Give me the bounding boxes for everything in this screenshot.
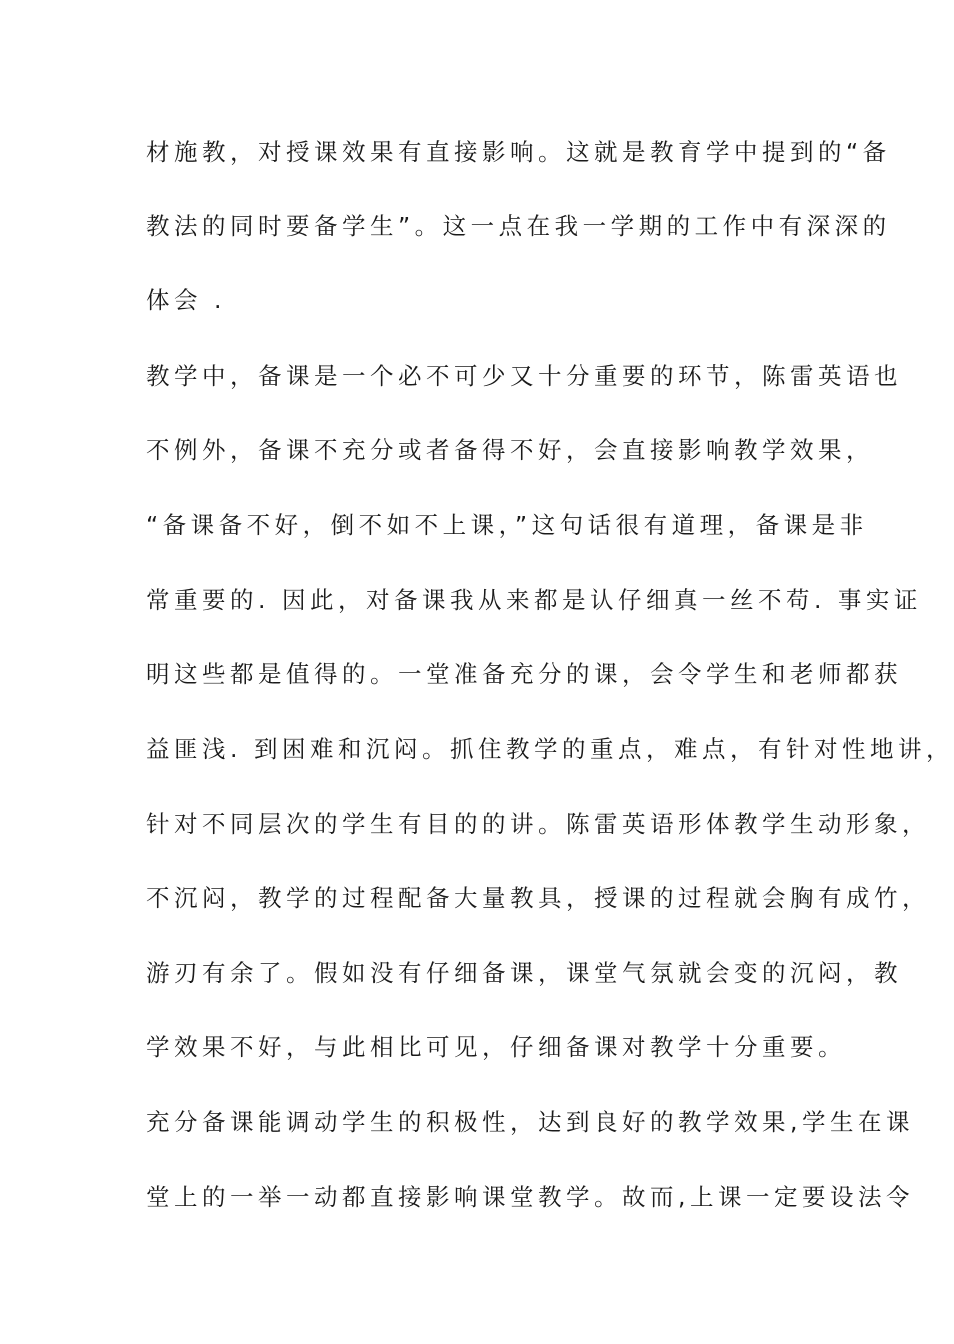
text-line: 堂上的一举一动都直接影响课堂教学。故而,上课一定要设法令 <box>146 1183 914 1211</box>
text-line: 教学中，备课是一个必不可少又十分重要的环节，陈雷英语也 <box>146 362 902 390</box>
text-line: 游刃有余了。假如没有仔细备课，课堂气氛就会变的沉闷，教 <box>146 959 902 987</box>
text-line: 充分备课能调动学生的积极性，达到良好的教学效果,学生在课 <box>146 1108 914 1136</box>
text-line: 不例外，备课不充分或者备得不好，会直接影响教学效果， <box>146 436 874 464</box>
text-line: 材施教，对授课效果有直接影响。这就是教育学中提到的“备 <box>146 138 891 166</box>
text-line: 不沉闷，教学的过程配备大量教具，授课的过程就会胸有成竹， <box>146 884 930 912</box>
text-line: 教法的同时要备学生”。这一点在我一学期的工作中有深深的 <box>146 212 891 240</box>
text-line: 体会 . <box>146 286 226 314</box>
text-line: “备课备不好，倒不如不上课，”这句话很有道理，备课是非 <box>146 511 868 539</box>
text-line: 针对不同层次的学生有目的的讲。陈雷英语形体教学生动形象， <box>146 810 930 838</box>
text-line: 常重要的. 因此，对备课我从来都是认仔细真一丝不苟. 事实证 <box>146 586 922 614</box>
text-line: 益匪浅. 到困难和沉闷。抓住教学的重点，难点，有针对性地讲， <box>146 735 954 763</box>
text-line: 明这些都是值得的。一堂准备充分的课，会令学生和老师都获 <box>146 660 902 688</box>
text-line: 学效果不好，与此相比可见，仔细备课对教学十分重要。 <box>146 1033 846 1061</box>
